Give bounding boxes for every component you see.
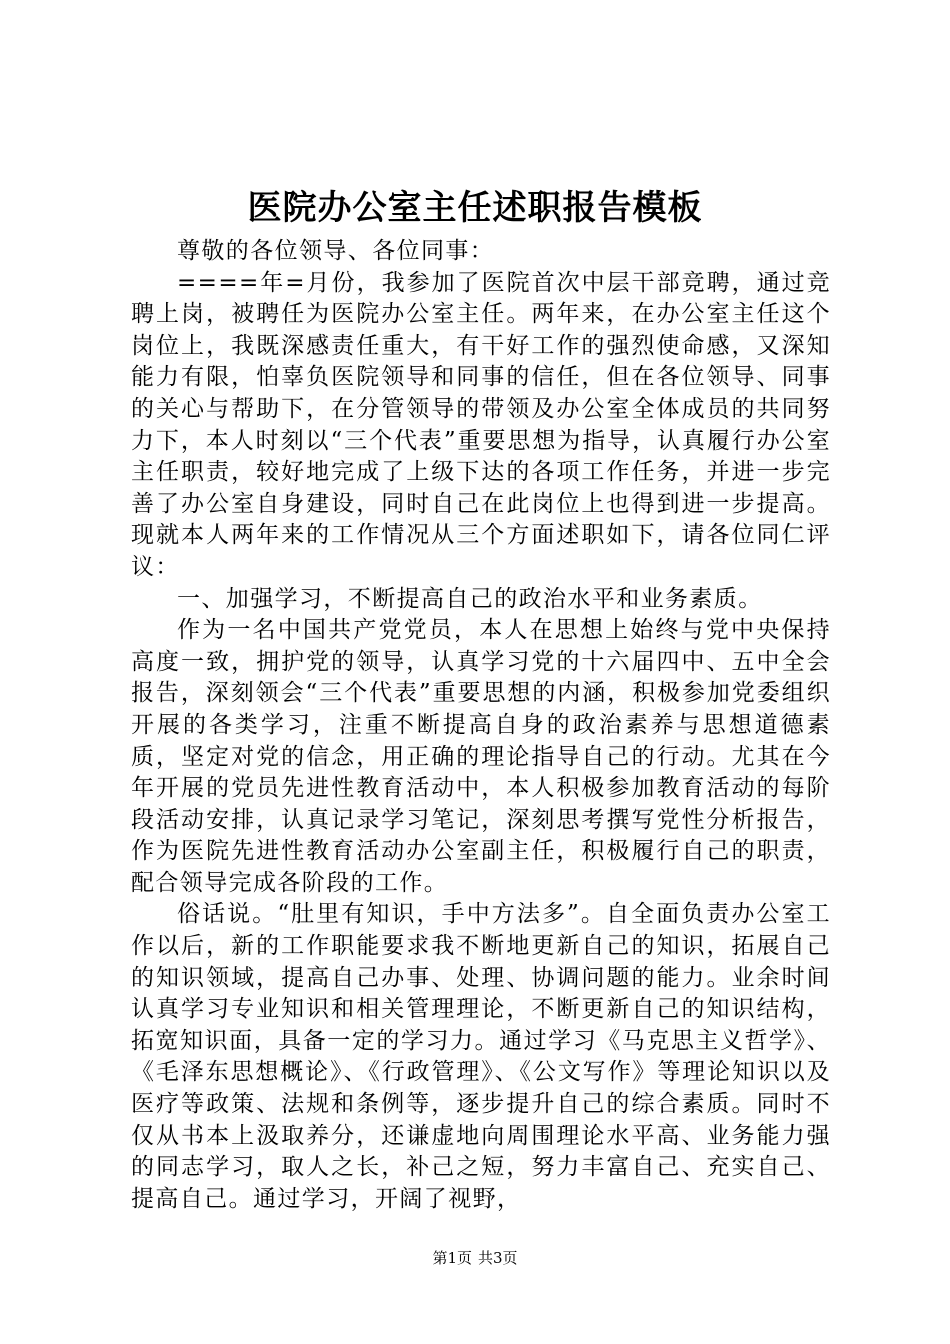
salutation-paragraph: 尊敬的各位领导、各位同事：: [177, 238, 495, 264]
body-paragraph: 俗话说。“肚里有知识，手中方法多”。自全面负责办公室工作以后，新的工作职能要求我不断地更新自己的知识，拓展自己的知识领域，提高自己办事、处理、协调问题的能力。业余时间认真学习专业知识和相关管理理论，不断更新自己的知识结构，拓宽知识面，具备一定的学习力。通过学习《马克思主义哲学》、《毛泽东思想概论》、《行政管理》、《公文写作》等理论知识以及医疗等政策、法规和条例等，逐步提升自己的综合素质。同时不仅从书本上汲取养分，还谦虚地向周围理论水平高、业务能力强的同志学习，取人之长，补己之短，努力丰富自己、充实自己、提高自己。通过学习，开阔了视野，: [131, 901, 831, 1212]
section-heading: 一、加强学习，不断提高自己的政治水平和业务素质。: [177, 585, 763, 612]
page-number: 第1页: [432, 1249, 472, 1267]
body-paragraph: 作为一名中国共产党党员，本人在思想上始终与党中央保持高度一致，拥护党的领导，认真学习党的十六届四中、五中全会报告，深刻领会“三个代表”重要思想的内涵，积极参加党委组织开展的各类学习，注重不断提高自身的政治素养与思想道德素质，坚定对党的信念，用正确的理论指导自己的行动。尤其在今年开展的党员先进性教育活动中，本人积极参加教育活动的每阶段活动安排，认真记录学习笔记，深刻思考撰写党性分析报告，作为医院先进性教育活动办公室副主任，积极履行自己的职责，配合领导完成各阶段的工作。: [131, 617, 831, 896]
document-title: 医院办公室主任述职报告模板: [247, 188, 703, 228]
page-footer: [0, 1248, 950, 1268]
document-body: [131, 236, 831, 1215]
page-total: 共3页: [478, 1249, 518, 1267]
intro-paragraph: ====年=月份，我参加了医院首次中层干部竞聘，通过竞聘上岗，被聘任为医院办公室主任。两年来，在办公室主任这个岗位上，我既深感责任重大，有干好工作的强烈使命感，又深知能力有限，怕辜负医院领导和同事的信任，但在各位领导、同事的关心与帮助下，在分管领导的带领及办公室全体成员的共同努力下，本人时刻以“三个代表”重要思想为指导，认真履行办公室主任职责，较好地完成了上级下达的各项工作任务，并进一步完善了办公室自身建设，同时自己在此岗位上也得到进一步提高。现就本人两年来的工作情况从三个方面述职如下，请各位同仁评议：: [131, 269, 831, 580]
